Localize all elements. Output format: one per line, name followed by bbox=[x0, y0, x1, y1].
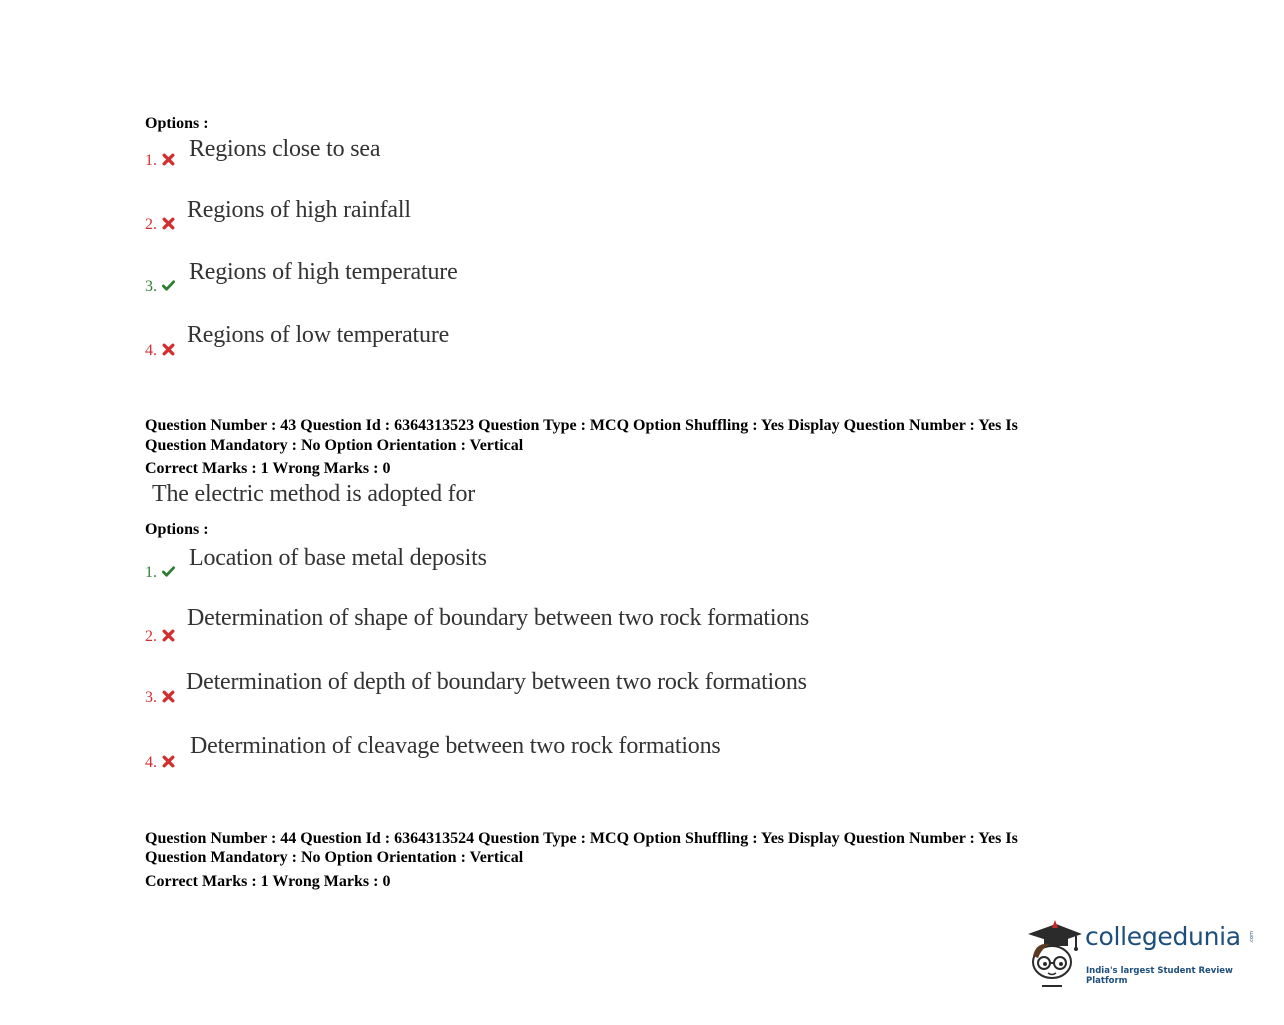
option-number-3 bbox=[145, 689, 175, 707]
option-number-1 bbox=[145, 152, 175, 170]
option-number-4 bbox=[145, 754, 175, 772]
cross-icon bbox=[162, 629, 175, 642]
option-index: 2. bbox=[145, 628, 157, 645]
option-text: Regions of low temperature bbox=[187, 322, 450, 348]
options-label: Options : bbox=[145, 521, 209, 538]
option-text: Determination of shape of boundary between two rock formations bbox=[187, 605, 810, 631]
logo-tagline: India's largest Student Review Platform bbox=[1086, 966, 1233, 986]
check-icon bbox=[162, 279, 175, 292]
cross-icon bbox=[162, 343, 175, 356]
cross-icon bbox=[162, 153, 175, 166]
question-meta-line1: Question Number : 43 Question Id : 6364313523 Question Type : MCQ Option Shuffling : Yes Display Question Number : Yes Is bbox=[145, 417, 1018, 434]
question-meta-line2: Question Mandatory : No Option Orientation : Vertical bbox=[145, 437, 524, 454]
option-index: 3. bbox=[145, 689, 157, 706]
cross-icon bbox=[162, 755, 175, 768]
question-marks: Correct Marks : 1 Wrong Marks : 0 bbox=[145, 460, 391, 477]
question-meta-line1: Question Number : 44 Question Id : 6364313524 Question Type : MCQ Option Shuffling : Yes Display Question Number : Yes Is bbox=[145, 830, 1018, 847]
option-text: Regions of high temperature bbox=[189, 259, 458, 285]
question-text: The electric method is adopted for bbox=[152, 481, 476, 507]
option-index: 3. bbox=[145, 278, 157, 295]
option-number-2 bbox=[145, 628, 175, 646]
option-text: Regions of high rainfall bbox=[187, 197, 411, 223]
logo-suffix: .com bbox=[1249, 931, 1255, 944]
option-text: Location of base metal deposits bbox=[189, 545, 487, 571]
question-marks: Correct Marks : 1 Wrong Marks : 0 bbox=[145, 873, 391, 890]
collegedunia-logo[interactable] bbox=[1022, 918, 1262, 990]
option-number-1 bbox=[145, 564, 175, 582]
option-index: 2. bbox=[145, 216, 157, 233]
option-number-2 bbox=[145, 216, 175, 234]
option-text: Determination of cleavage between two rock formations bbox=[190, 733, 721, 759]
cross-icon bbox=[162, 217, 175, 230]
option-number-4 bbox=[145, 342, 175, 360]
option-index: 4. bbox=[145, 754, 157, 771]
option-text: Determination of depth of boundary between two rock formations bbox=[186, 669, 807, 695]
logo-wordmark: collegedunia bbox=[1085, 922, 1241, 951]
option-index: 1. bbox=[145, 152, 157, 169]
option-index: 1. bbox=[145, 564, 157, 581]
option-index: 4. bbox=[145, 342, 157, 359]
question-meta-line2: Question Mandatory : No Option Orientation : Vertical bbox=[145, 849, 524, 866]
mascot-icon bbox=[1022, 918, 1084, 990]
options-label: Options : bbox=[145, 115, 209, 132]
option-text: Regions close to sea bbox=[189, 136, 381, 162]
check-icon bbox=[162, 565, 175, 578]
cross-icon bbox=[162, 690, 175, 703]
option-number-3 bbox=[145, 278, 175, 296]
